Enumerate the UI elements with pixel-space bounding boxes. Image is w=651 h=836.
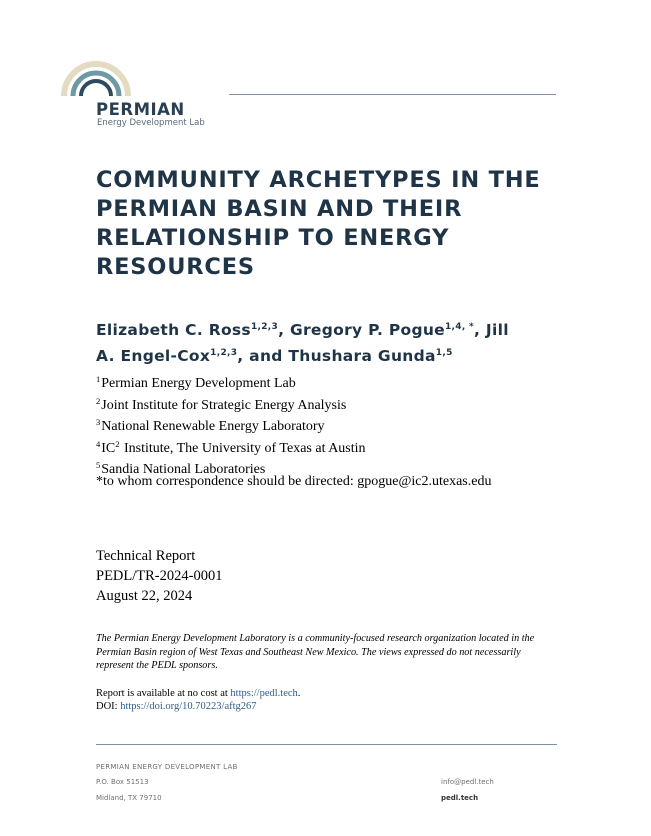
author-line-2	[96, 342, 566, 368]
affiliation-text: Sandia National Laboratories	[101, 462, 266, 477]
footer-website-link[interactable]: pedl.tech	[441, 794, 479, 802]
header-divider	[229, 94, 556, 95]
title-line: PERMIAN BASIN AND THEIR	[96, 196, 463, 222]
title-line: COMMUNITY ARCHETYPES IN THE	[96, 167, 541, 193]
report-date: August 22, 2024	[96, 588, 193, 604]
brand-subtitle: Energy Development Lab	[97, 118, 205, 128]
author-separator: , and	[237, 347, 289, 365]
permian-logo-arcs-icon	[60, 56, 132, 98]
affiliation-number: 1	[96, 374, 101, 384]
author-affil-sup: 1,2,3	[210, 348, 238, 358]
author-affil-sup: 1,2,3	[250, 322, 279, 332]
footer-po-box: P.O. Box 51513	[96, 778, 149, 786]
author-name: Gregory P. Pogue	[289, 321, 445, 339]
footer-city: Midland, TX 79710	[96, 794, 162, 802]
affiliation-text: Permian Energy Development Lab	[101, 376, 296, 391]
doi-label: DOI:	[96, 701, 121, 712]
document-title	[96, 166, 566, 282]
pedl-website-link[interactable]: https://pedl.tech	[230, 688, 298, 699]
brand-name: PERMIAN	[96, 100, 185, 119]
doi-line	[96, 700, 300, 713]
affiliation-text: National Renewable Energy Laboratory	[101, 419, 325, 434]
availability-block	[96, 687, 300, 713]
affiliation-item	[96, 371, 366, 393]
affiliation-item	[96, 414, 366, 436]
availability-line	[96, 687, 300, 700]
affiliation-text-sup: 2	[115, 438, 120, 449]
availability-suffix: .	[297, 688, 301, 699]
report-type: Technical Report	[96, 548, 196, 564]
footer-email-link[interactable]: info@pedl.tech	[441, 778, 494, 786]
author-affil-sup: 1,5	[435, 348, 453, 358]
affiliation-item	[96, 436, 366, 458]
affiliation-text: IC	[101, 440, 116, 456]
affiliation-text: Institute, The University of Texas at Austin	[120, 440, 366, 456]
title-line: RESOURCES	[96, 254, 255, 280]
affiliation-number: 5	[96, 460, 101, 470]
footer-divider	[96, 744, 557, 745]
affiliation-number: 2	[96, 395, 101, 406]
author-separator: , Jill	[474, 321, 509, 339]
author-name: A. Engel-Cox	[96, 347, 211, 365]
author-list	[96, 316, 566, 368]
affiliation-text: Joint Institute for Strategic Energy Analysis	[101, 397, 347, 413]
availability-prefix: Report is available at no cost at	[96, 688, 231, 699]
author-affil-sup: 1,4, *	[445, 322, 475, 332]
affiliation-number: 4	[96, 438, 101, 449]
affiliation-item	[96, 393, 366, 415]
affiliation-number: 3	[96, 417, 101, 427]
author-name: Thushara Gunda	[288, 347, 436, 365]
author-name: Elizabeth C. Ross	[96, 321, 251, 339]
affiliation-list	[96, 371, 366, 479]
doi-link[interactable]: https://doi.org/10.70223/aftg267	[120, 701, 257, 712]
title-line: RELATIONSHIP TO ENERGY	[96, 225, 450, 251]
author-separator: ,	[278, 321, 290, 339]
report-number: PEDL/TR-2024-0001	[96, 568, 223, 584]
author-line-1	[96, 316, 566, 342]
footer-org-name: PERMIAN ENERGY DEVELOPMENT LAB	[96, 763, 238, 771]
report-info	[96, 546, 222, 606]
disclaimer-text: The Permian Energy Development Laboratory is a community-focused research organization located in the Permian Basin region of West Texas and Southeast New Mexico. The views expressed do not necessarily represent the PEDL sponsors.	[96, 633, 535, 671]
correspondence-note: *to whom correspondence should be directed: gpogue@ic2.utexas.edu	[96, 474, 492, 489]
